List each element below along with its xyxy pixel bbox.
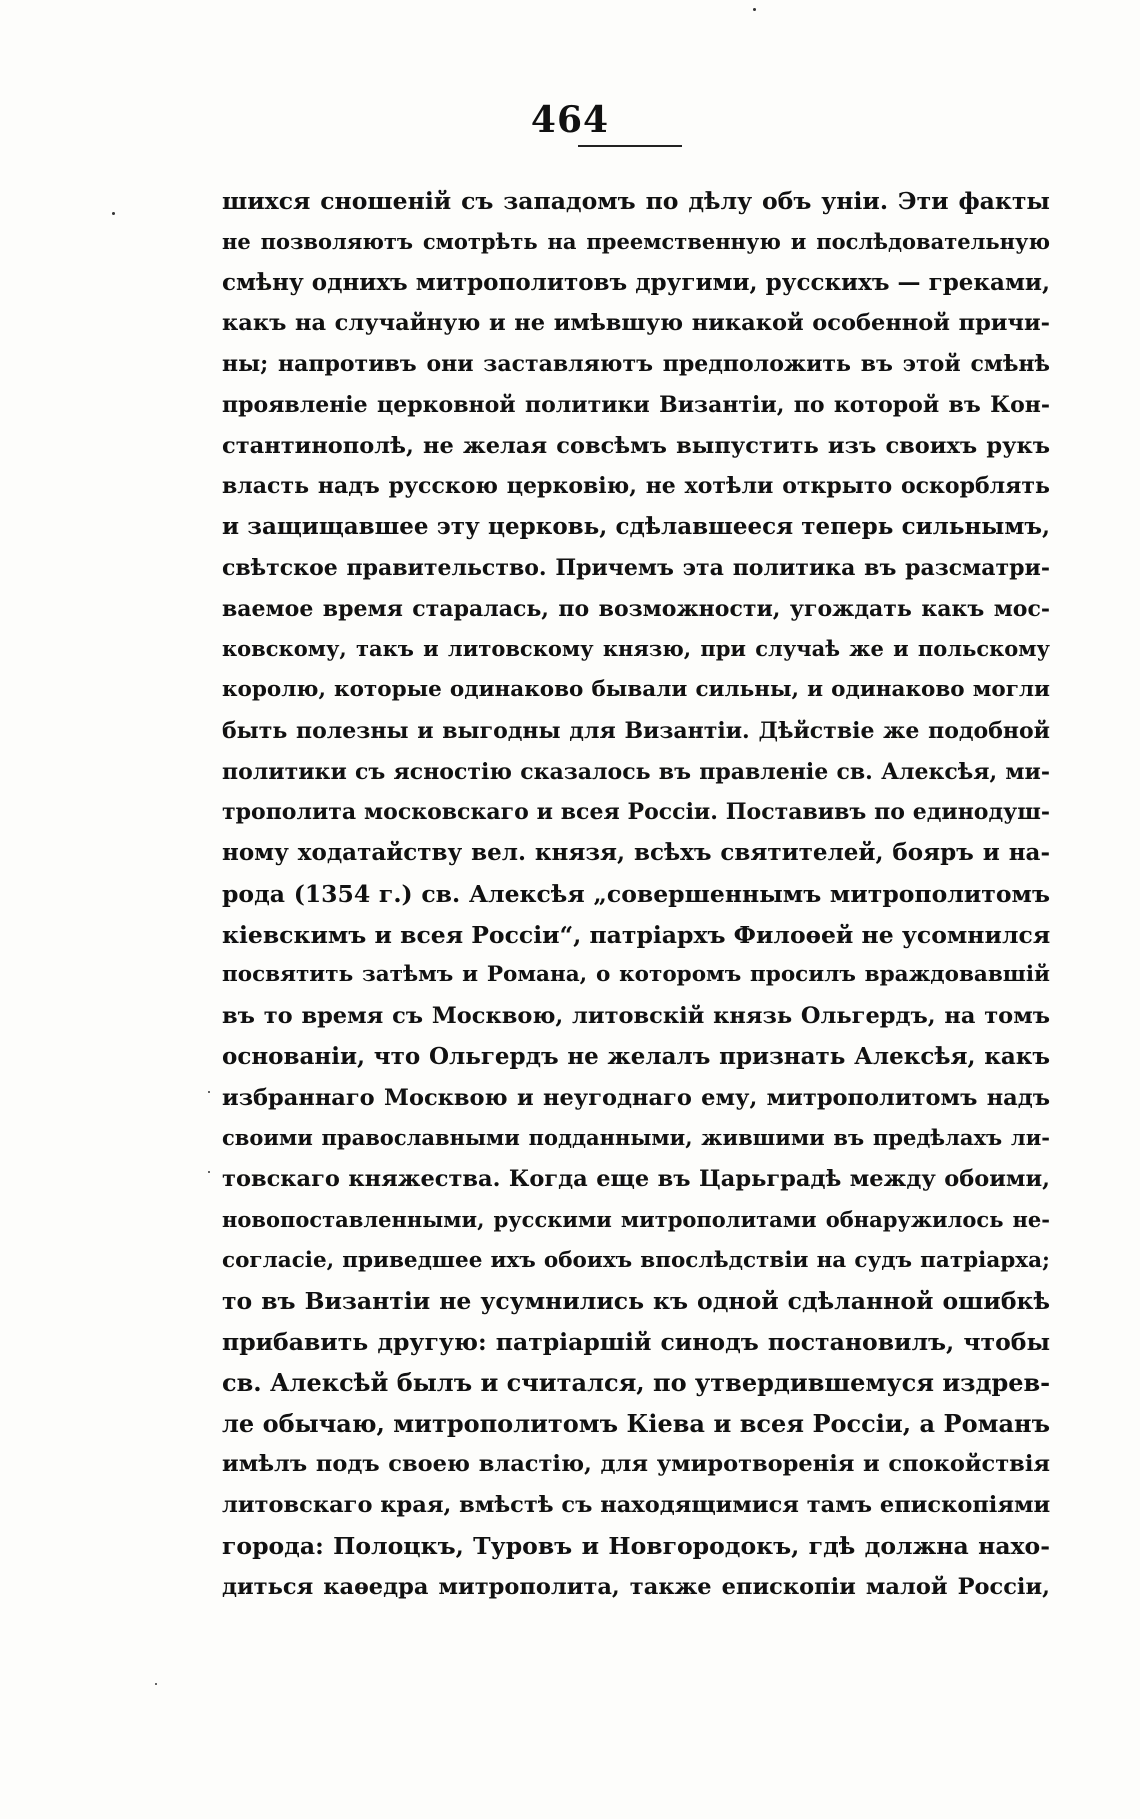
text-line: прибавить другую: патріаршій синодъ постановилъ, чтобы xyxy=(222,1328,1050,1356)
text-line: стантинополѣ, не желая совсѣмъ выпустить изъ своихъ рукъ xyxy=(222,432,1050,459)
text-line: шихся сношеній съ западомъ по дѣлу объ уніи. Эти факты xyxy=(222,187,1050,215)
text-line: то въ Византіи не усумнились къ одной сдѣланной ошибкѣ xyxy=(222,1287,1050,1316)
text-line: своими православными подданными, жившими въ предѣлахъ ли- xyxy=(222,1125,1050,1151)
scan-speck xyxy=(753,8,756,11)
text-line: литовскаго края, вмѣстѣ съ находящимися тамъ епископіями xyxy=(222,1492,1050,1518)
text-line: ле обычаю, митрополитомъ Кіева и всея Россіи, а Романъ xyxy=(222,1408,1050,1438)
scan-speck xyxy=(208,1171,210,1173)
text-line: ковскому, такъ и литовскому князю, при случаѣ же и польскому xyxy=(222,636,1050,662)
text-line: въ то время съ Москвою, литовскій князь Ольгердъ, на томъ xyxy=(222,1003,1050,1029)
text-line: и защищавшее эту церковь, сдѣлавшееся теперь сильнымъ, xyxy=(222,513,1050,540)
text-line: ваемое время старалась, по возможности, угождать какъ мос- xyxy=(222,595,1050,622)
page-number: 464 xyxy=(530,99,610,141)
text-line: смѣну однихъ митрополитовъ другими, русскихъ — греками, xyxy=(222,268,1050,296)
text-line: св. Алексѣй былъ и считался, по утвердившемуся издрев- xyxy=(222,1367,1050,1397)
text-line: имѣлъ подъ своею властію, для умиротворенія и спокойствія xyxy=(222,1451,1050,1478)
text-line: избраннаго Москвою и неугоднаго ему, митрополитомъ надъ xyxy=(222,1084,1050,1111)
text-line: города: Полоцкъ, Туровъ и Новгородокъ, гдѣ должна нахо- xyxy=(222,1531,1050,1560)
text-line: основаніи, что Ольгердъ не желалъ признать Алексѣя, какъ xyxy=(222,1042,1050,1070)
text-line: согласіе, приведшее ихъ обоихъ впослѣдствіи на судъ патріарха; xyxy=(222,1247,1050,1273)
text-line: рода (1354 г.) св. Алексѣя „совершеннымъ митрополитомъ xyxy=(222,879,1050,908)
text-line: ному ходатайству вел. князя, всѣхъ святителей, бояръ и на- xyxy=(222,839,1050,866)
text-line: не позволяютъ смотрѣть на преемственную и послѣдовательную xyxy=(222,228,1050,254)
text-line: трополита московскаго и всея Россіи. Поставивъ по единодуш- xyxy=(222,799,1050,826)
text-line: политики съ ясностію сказалось въ правленіе св. Алексѣя, ми- xyxy=(222,758,1050,785)
text-line: королю, которые одинаково бывали сильны, и одинаково могли xyxy=(222,677,1050,702)
text-line: свѣтское правительство. Причемъ эта политика въ разсматри- xyxy=(222,554,1050,581)
scan-speck xyxy=(112,212,115,215)
text-line: проявленіе церковной политики Византіи, по которой въ Кон- xyxy=(222,391,1050,418)
page-number-underline xyxy=(578,145,682,147)
text-line: власть надъ русскою церковію, не хотѣли открыто оскорблять xyxy=(222,473,1050,500)
text-line: товскаго княжества. Когда еще въ Царьградѣ между обоими, xyxy=(222,1166,1050,1192)
scan-speck xyxy=(208,1091,210,1093)
scan-speck xyxy=(155,1683,157,1685)
text-line: ны; напротивъ они заставляютъ предположить въ этой смѣнѣ xyxy=(222,351,1050,377)
text-line: новопоставленными, русскими митрополитами обнаружилось не- xyxy=(222,1206,1050,1232)
text-line: быть полезны и выгодны для Византіи. Дѣйствіе же подобной xyxy=(222,717,1050,744)
text-line: какъ на случайную и не имѣвшую никакой особенной причи- xyxy=(222,310,1050,337)
text-line: диться каѳедра митрополита, также епископіи малой Россіи, xyxy=(222,1573,1050,1600)
body-text xyxy=(222,181,1050,1607)
text-line: посвятить затѣмъ и Романа, о которомъ просилъ враждовавшій xyxy=(222,962,1050,988)
text-line: кіевскимъ и всея Россіи“, патріархъ Филоѳей не усомнился xyxy=(222,920,1050,949)
